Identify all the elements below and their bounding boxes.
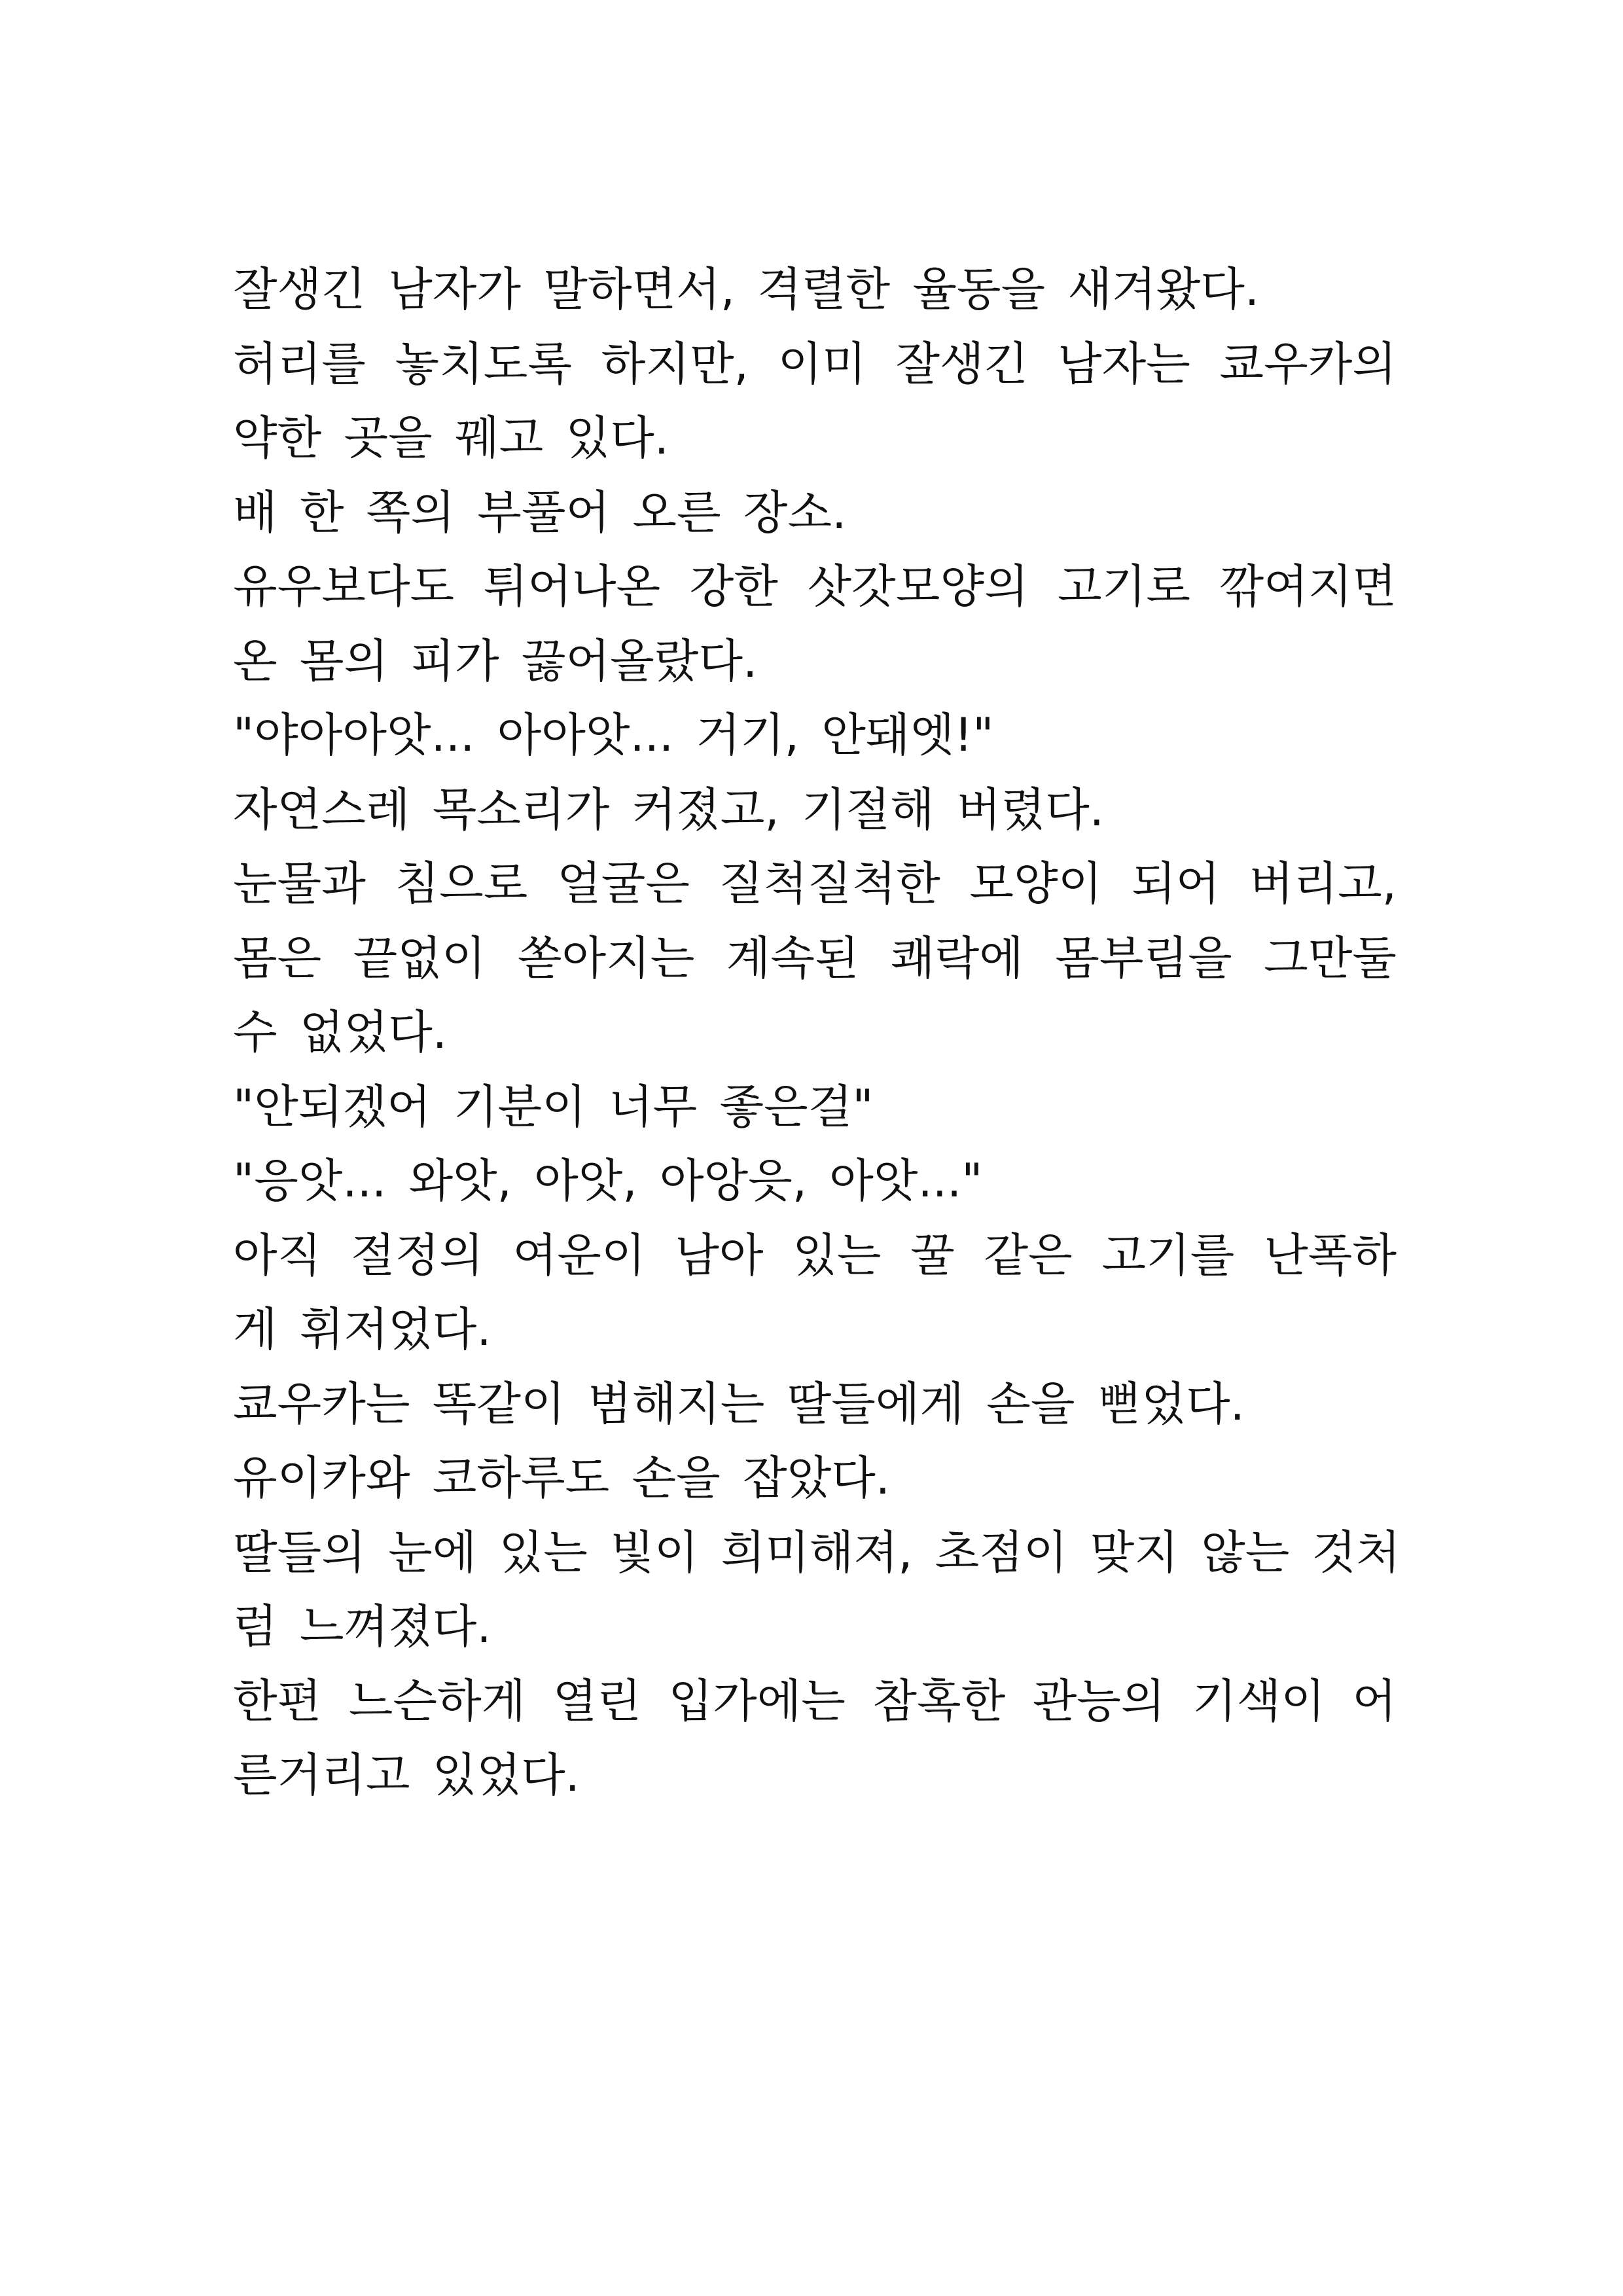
text-line: 잘생긴 남자가 말하면서, 격렬한 율동을 새겨왔다. xyxy=(233,262,1260,316)
text-line: 몸은 끝없이 쏟아지는 계속된 쾌락에 몸부림을 그만둘 xyxy=(233,931,1397,985)
text-line: 수 없었다. xyxy=(233,1005,447,1059)
text-line: 허리를 놓치도록 하지만, 이미 잘생긴 남자는 쿄우카의 xyxy=(233,336,1397,391)
text-line: 배 한 쪽의 부풀어 오른 장소. xyxy=(233,485,847,539)
text-line: 른거리고 있었다. xyxy=(233,1748,580,1802)
text-line: 한편 느슨하게 열린 입가에는 참혹한 관능의 기색이 어 xyxy=(233,1674,1397,1728)
text-line: "응앗... 와앗, 아앗, 아앙읏, 아앗..." xyxy=(233,1154,983,1208)
text-line: 자연스레 목소리가 커졌고, 기절해 버렸다. xyxy=(233,782,1105,836)
body-text xyxy=(233,253,1400,1813)
text-line: 유이카와 코하루도 손을 잡았다. xyxy=(233,1451,891,1505)
text-line: 약한 곳을 꿰고 있다. xyxy=(233,411,669,465)
text-line: 딸들의 눈에 있는 빛이 희미해져, 초점이 맞지 않는 것처 xyxy=(233,1525,1400,1579)
text-line: "야아아앗... 아아앗... 거기, 안돼엣!" xyxy=(233,708,994,762)
text-line: 유우보다도 튀어나온 강한 삿갓모양의 고기로 깎여지면 xyxy=(233,560,1397,613)
text-line: 눈물과 침으로 얼굴은 질척질척한 모양이 되어 버리고, xyxy=(233,857,1397,910)
text-line: 게 휘저었다. xyxy=(233,1302,491,1356)
text-line: 아직 절정의 여운이 남아 있는 꿀 같은 고기를 난폭하 xyxy=(233,1228,1397,1282)
text-line: 온 몸의 피가 끓어올랐다. xyxy=(233,634,758,688)
text-line: 럼 느껴졌다. xyxy=(233,1600,491,1653)
text-line: "안되겠어 기분이 너무 좋은걸" xyxy=(233,1079,874,1134)
text-line: 쿄우카는 똑같이 범해지는 딸들에게 손을 뻗었다. xyxy=(233,1376,1245,1431)
